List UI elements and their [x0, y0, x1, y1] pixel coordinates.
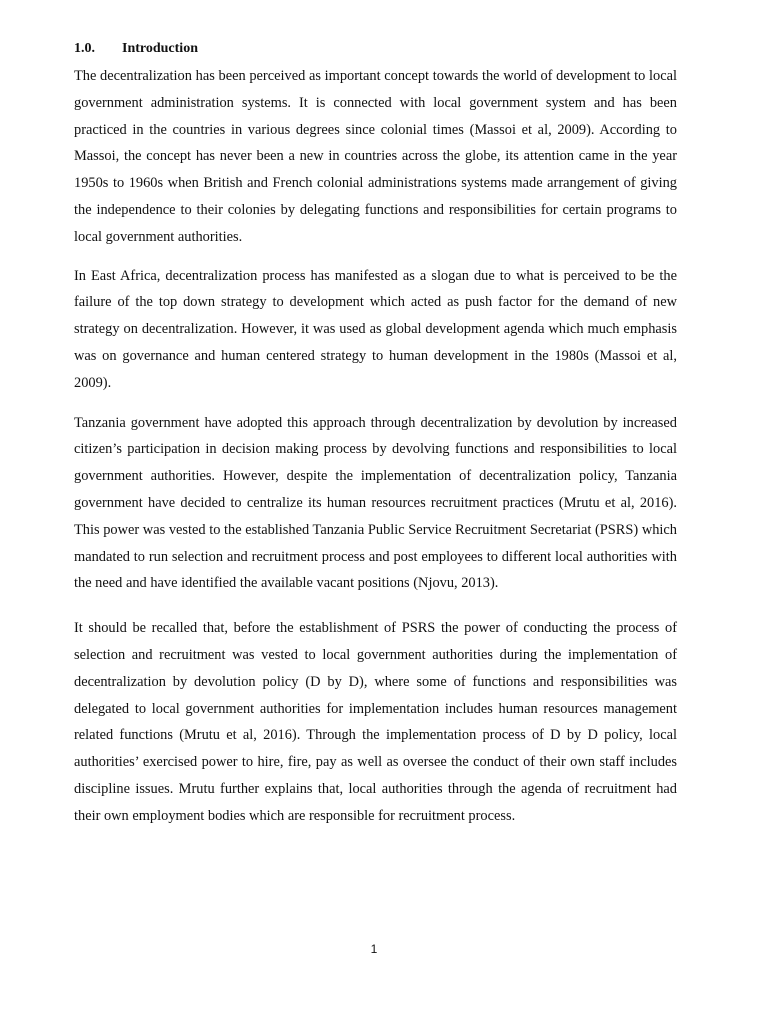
paragraph-2: In East Africa, decentralization process has manifested as a slogan due to what is perceived to be the failure of the top down strategy to development which acted as push factor for the demand of new strategy on decentralization. However, it was used as global development agenda which much emphasis was on governance and human centered strategy to human development in the 1980s (Massoi et al, 2009). — [74, 267, 677, 391]
section-number: 1.0. — [74, 41, 95, 56]
page-number: 1 — [370, 942, 378, 956]
paragraph-spacer — [74, 397, 677, 410]
page-content — [74, 38, 677, 830]
section-title: Introduction — [122, 41, 198, 56]
paragraph-spacer — [74, 597, 677, 615]
paragraph-3: Tanzania government have adopted this approach through decentralization by devolution by increased citizen’s participation in decision making process by devolving functions and responsibilities to local government authorities. However, despite the implementation of decentralization policy, Tanzania government have decided to centralize its human resources recruitment practices (Mrutu et al, 2016). This power was vested to the established Tanzania Public Service Recruitment Secretariat (PSRS) which mandated to run selection and recruitment process and post employees to different local authorities with the need and have identified the available vacant positions (Njovu, 2013). — [74, 414, 677, 592]
section-heading — [74, 38, 677, 60]
paragraph-spacer — [74, 251, 677, 263]
paragraph-4: It should be recalled that, before the establishment of PSRS the power of conducting the process of selection and recruitment was vested to local government authorities during the implementation of decentralization by devolution policy (D by D), where some of functions and responsibilities was delegated to local government authorities for implementation includes human resources management related functions (Mrutu et al, 2016). Through the implementation process of D by D policy, local authorities’ exercised power to hire, fire, pay as well as oversee the conduct of their own staff includes discipline issues. Mrutu further explains that, local authorities through the agenda of recruitment had their own employment bodies which are responsible for recruitment process. — [74, 620, 677, 824]
paragraph-1: The decentralization has been perceived as important concept towards the world of development to local government administration systems. It is connected with local government system and has been practiced in the countries in various degrees since colonial times (Massoi et al, 2009). According to Massoi, the concept has never been a new in countries across the globe, its attention came in the year 1950s to 1960s when British and French colonial administrations systems made arrangement of giving the independence to their colonies by delegating functions and responsibilities for certain programs to local government authorities. — [74, 68, 677, 245]
